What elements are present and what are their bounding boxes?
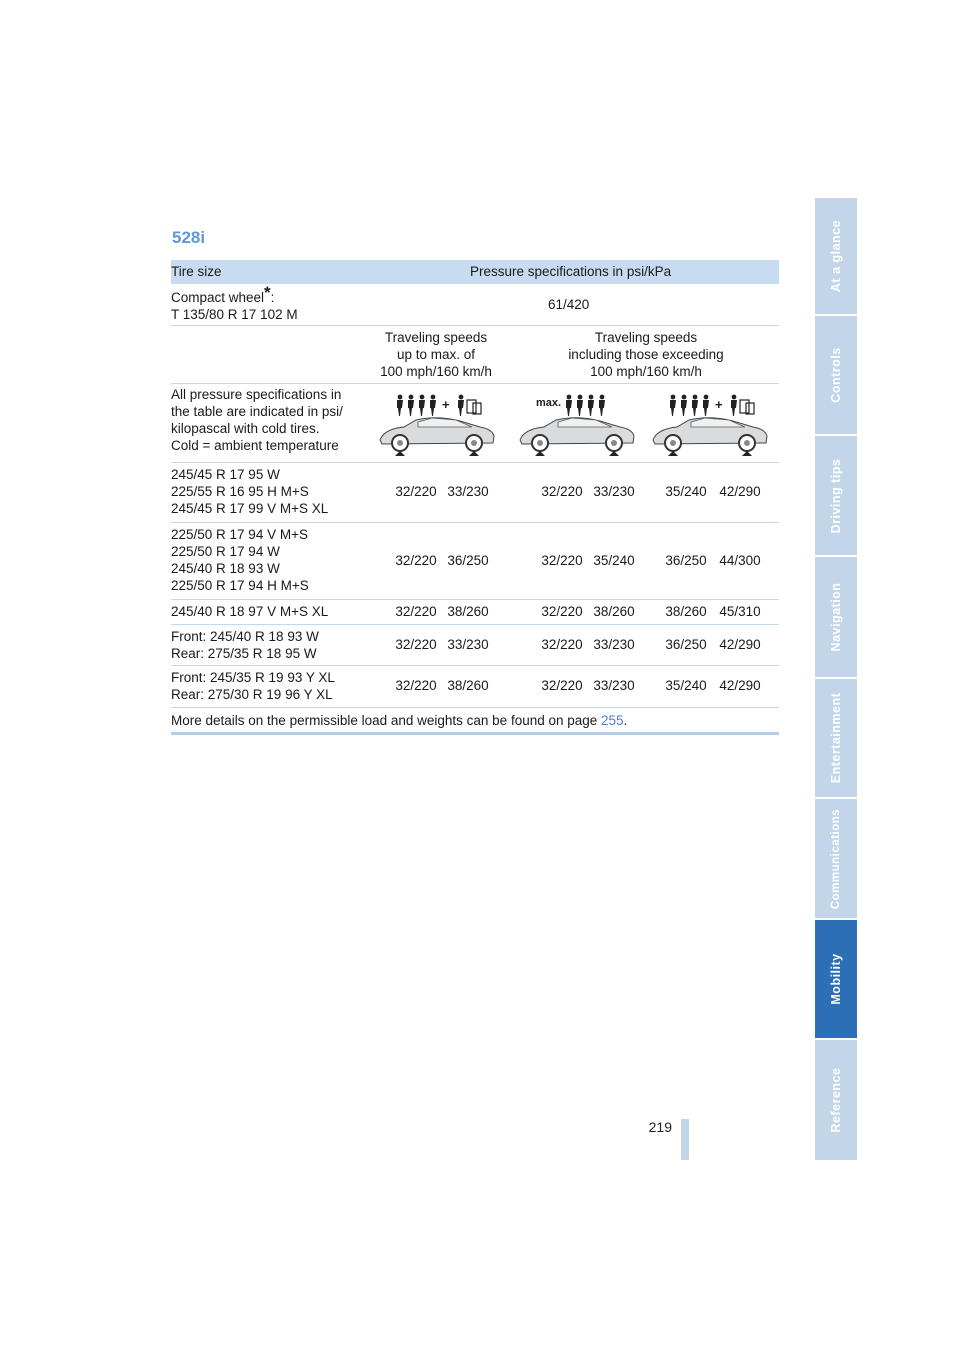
pressure-value: 45/310 — [719, 604, 761, 619]
compact-wheel-label: Compact wheel*: T 135/80 R 17 102 M — [171, 283, 298, 322]
header-tire-size: Tire size — [171, 264, 222, 279]
tab-at-a-glance[interactable]: At a glance — [815, 198, 857, 316]
pressure-value: 32/220 — [541, 604, 583, 619]
compact-wheel-row — [171, 284, 779, 326]
table-row — [171, 463, 779, 523]
pressure-value: 36/250 — [665, 637, 707, 652]
speed-up-to-header: Traveling speeds up to max. of 100 mph/160 km/h — [380, 330, 492, 379]
tire-pressure-table — [171, 260, 779, 735]
pressure-value: 35/240 — [665, 484, 707, 499]
pressure-value: 38/260 — [593, 604, 635, 619]
plus-sign: + — [442, 397, 450, 412]
tab-navigation[interactable]: Navigation — [815, 557, 857, 679]
pressure-value: 32/220 — [395, 484, 437, 499]
tire-sizes: Front: 245/40 R 18 93 W Rear: 275/35 R 18 95 W — [171, 629, 319, 661]
car-load-max-persons-icon — [516, 392, 638, 458]
page-link[interactable]: 255 — [601, 713, 624, 728]
pressure-value: 42/290 — [719, 637, 761, 652]
pressure-value: 33/230 — [447, 484, 489, 499]
section-title: 528i — [172, 228, 206, 247]
load-illustration-row — [171, 384, 779, 463]
tire-sizes: 225/50 R 17 94 V M+S 225/50 R 17 94 W 245/40 R 18 93 W 225/50 R 17 94 H M+S — [171, 527, 309, 593]
pressure-value: 35/240 — [665, 678, 707, 693]
svg-text:+: + — [715, 397, 723, 412]
tab-controls[interactable]: Controls — [815, 316, 857, 436]
tab-entertainment[interactable]: Entertainment — [815, 679, 857, 799]
car-load-four-persons-luggage-icon — [376, 392, 498, 458]
pressure-value: 32/220 — [541, 553, 583, 568]
pressure-value: 32/220 — [395, 553, 437, 568]
footer-note: More details on the permissible load and weights can be found on page 255. — [171, 713, 628, 728]
page-number: 219 — [648, 1119, 672, 1135]
pressure-value: 38/260 — [665, 604, 707, 619]
asterisk-mark: * — [264, 283, 271, 302]
table-row — [171, 625, 779, 666]
pressure-value: 33/230 — [593, 484, 635, 499]
chapter-sidebar — [815, 198, 857, 1160]
pressure-value: 35/240 — [593, 553, 635, 568]
table-footer-row — [171, 708, 779, 735]
speed-header-row — [171, 326, 779, 384]
pressure-value: 32/220 — [541, 678, 583, 693]
header-pressure: Pressure specifications in psi/kPa — [470, 264, 672, 279]
pressure-value: 32/220 — [541, 484, 583, 499]
pressure-value: 44/300 — [719, 553, 761, 568]
pressure-value: 36/250 — [447, 553, 489, 568]
max-label: max. — [536, 397, 562, 409]
pressure-value: 32/220 — [395, 678, 437, 693]
pressure-value: 32/220 — [395, 604, 437, 619]
table-row — [171, 666, 779, 708]
pressure-value: 38/260 — [447, 678, 489, 693]
table-header-row — [171, 260, 779, 284]
tab-communications[interactable]: Communications — [815, 799, 857, 920]
pressure-value: 42/290 — [719, 484, 761, 499]
compact-wheel-value: 61/420 — [548, 297, 590, 312]
pressure-value: 36/250 — [665, 553, 707, 568]
table-row — [171, 600, 779, 625]
tire-sizes: Front: 245/35 R 19 93 Y XL Rear: 275/30 R 19 96 Y XL — [171, 670, 335, 702]
tire-sizes: 245/40 R 18 97 V M+S XL — [171, 604, 329, 619]
pressure-value: 42/290 — [719, 678, 761, 693]
pressure-value: 32/220 — [395, 637, 437, 652]
speed-exceeding-header: Traveling speeds including those exceeding 100 mph/160 km/h — [568, 330, 724, 379]
table-row — [171, 523, 779, 600]
pressure-value: 33/230 — [593, 678, 635, 693]
pressure-value: 32/220 — [541, 637, 583, 652]
tab-reference[interactable]: Reference — [815, 1040, 857, 1160]
compact-wheel-size: T 135/80 R 17 102 M — [171, 307, 298, 322]
pressure-value: 33/230 — [593, 637, 635, 652]
car-load-persons-luggage-exceeding-icon — [649, 392, 771, 458]
tire-sizes: 245/45 R 17 95 W 225/55 R 16 95 H M+S 245/45 R 17 99 V M+S XL — [171, 467, 329, 516]
tab-mobility[interactable]: Mobility — [815, 920, 857, 1040]
page-number-bar — [681, 1119, 689, 1160]
cold-tire-note: All pressure specifications in the table are indicated in psi/ kilopascal with cold tires. Cold = ambient temperature — [171, 387, 343, 453]
pressure-value: 38/260 — [447, 604, 489, 619]
pressure-value: 33/230 — [447, 637, 489, 652]
tab-driving-tips[interactable]: Driving tips — [815, 436, 857, 557]
